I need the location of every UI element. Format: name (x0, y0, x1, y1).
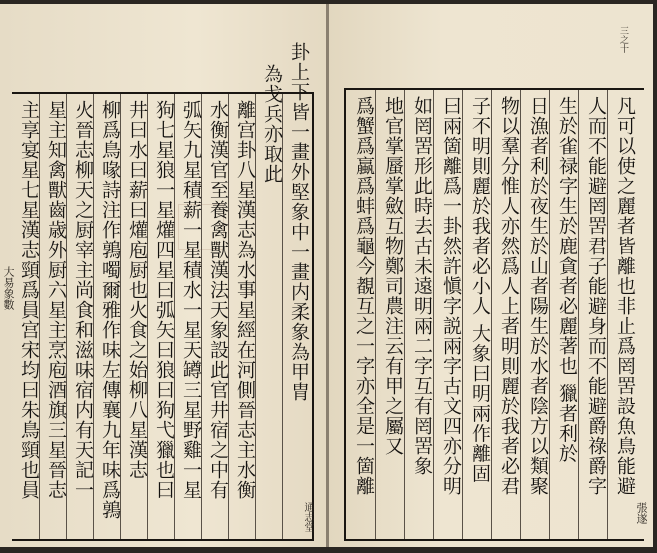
text-column-11: 主享宴星七星漢志頸爲員宫宋均曰朱鳥頸也員 (18, 100, 40, 500)
text-column-7: 井曰水曰薪曰爟庖厨也火食之始柳八星漢志 (126, 100, 148, 480)
text-column-8: 柳爲鳥喙詩注作鶉噣爾雅作味左傳襄九年味爲鶉 (99, 100, 121, 520)
text-column-4: 日漁者利於夜生於山者陽生於水者陰方以類聚 (527, 96, 549, 496)
text-column-3: 離宫卦八星漢志為水事星經在河側晉志主水衡 (234, 100, 256, 500)
text-column-1: 凡可以使之麗者皆離也非止爲罔罟設魚鳥能避 (614, 96, 636, 496)
text-column-4: 水衡漢官至養禽獸漢法天象設此官井宿之中有 (207, 100, 229, 500)
text-column-5: 弧矢九星積薪一星積水一星天罇三星野雞一星 (180, 100, 202, 500)
text-column-6: 狗七星狼一星爟四星曰弧矢曰狼曰狗弋獵也曰 (153, 100, 175, 500)
left-page-margin-label: 大易象數 (2, 266, 15, 310)
left-page (0, 4, 326, 547)
text-column-10: 星主知禽獸齒歳外厨六星主烹庖酒旗三星晉志 (45, 100, 67, 500)
text-column-2: 人而不能避罔罟君子能避身而不能避爵祿爵字 (585, 96, 607, 496)
right-page-top-label: 三之十 (618, 26, 628, 53)
left-text-frame (12, 42, 314, 541)
text-column-7: 曰兩箇離爲一卦然許愼字説兩字古文四亦分明 (440, 96, 462, 496)
text-column-6: 子不明則麗於我者必小人 大象曰明兩作離固 (469, 96, 491, 484)
left-page-publisher-mark: 通志堂 (302, 502, 313, 532)
text-column-10: 爲蟹爲蠃爲蚌爲龜今覩互之一字亦全是一箇離 (353, 96, 375, 496)
text-column-8: 如罔罟形此時去古未遠明兩二字互有罔罟象 (411, 96, 433, 476)
right-text-frame (344, 88, 644, 541)
text-column-2: 為戈兵亦取此 (261, 64, 283, 184)
right-page (329, 4, 653, 547)
right-page-margin-label: 張遂 (635, 502, 648, 524)
text-column-5: 物以羣分惟人亦然爲人上者明則麗於我者必君 (498, 96, 520, 496)
text-column-9: 地官掌蜃掌斂互物鄭司農注云有甲之屬又 (382, 96, 404, 456)
text-column-3: 生於雀禄字生於鹿貪者必麗著也 獵者利於 (556, 96, 578, 464)
text-column-9: 火晉志柳天之厨宰主尚食和滋味宿内有天記一 (72, 100, 94, 500)
text-column-1: 卦上下皆一畫外堅象中一畫内柔象為甲胄 (288, 42, 310, 402)
